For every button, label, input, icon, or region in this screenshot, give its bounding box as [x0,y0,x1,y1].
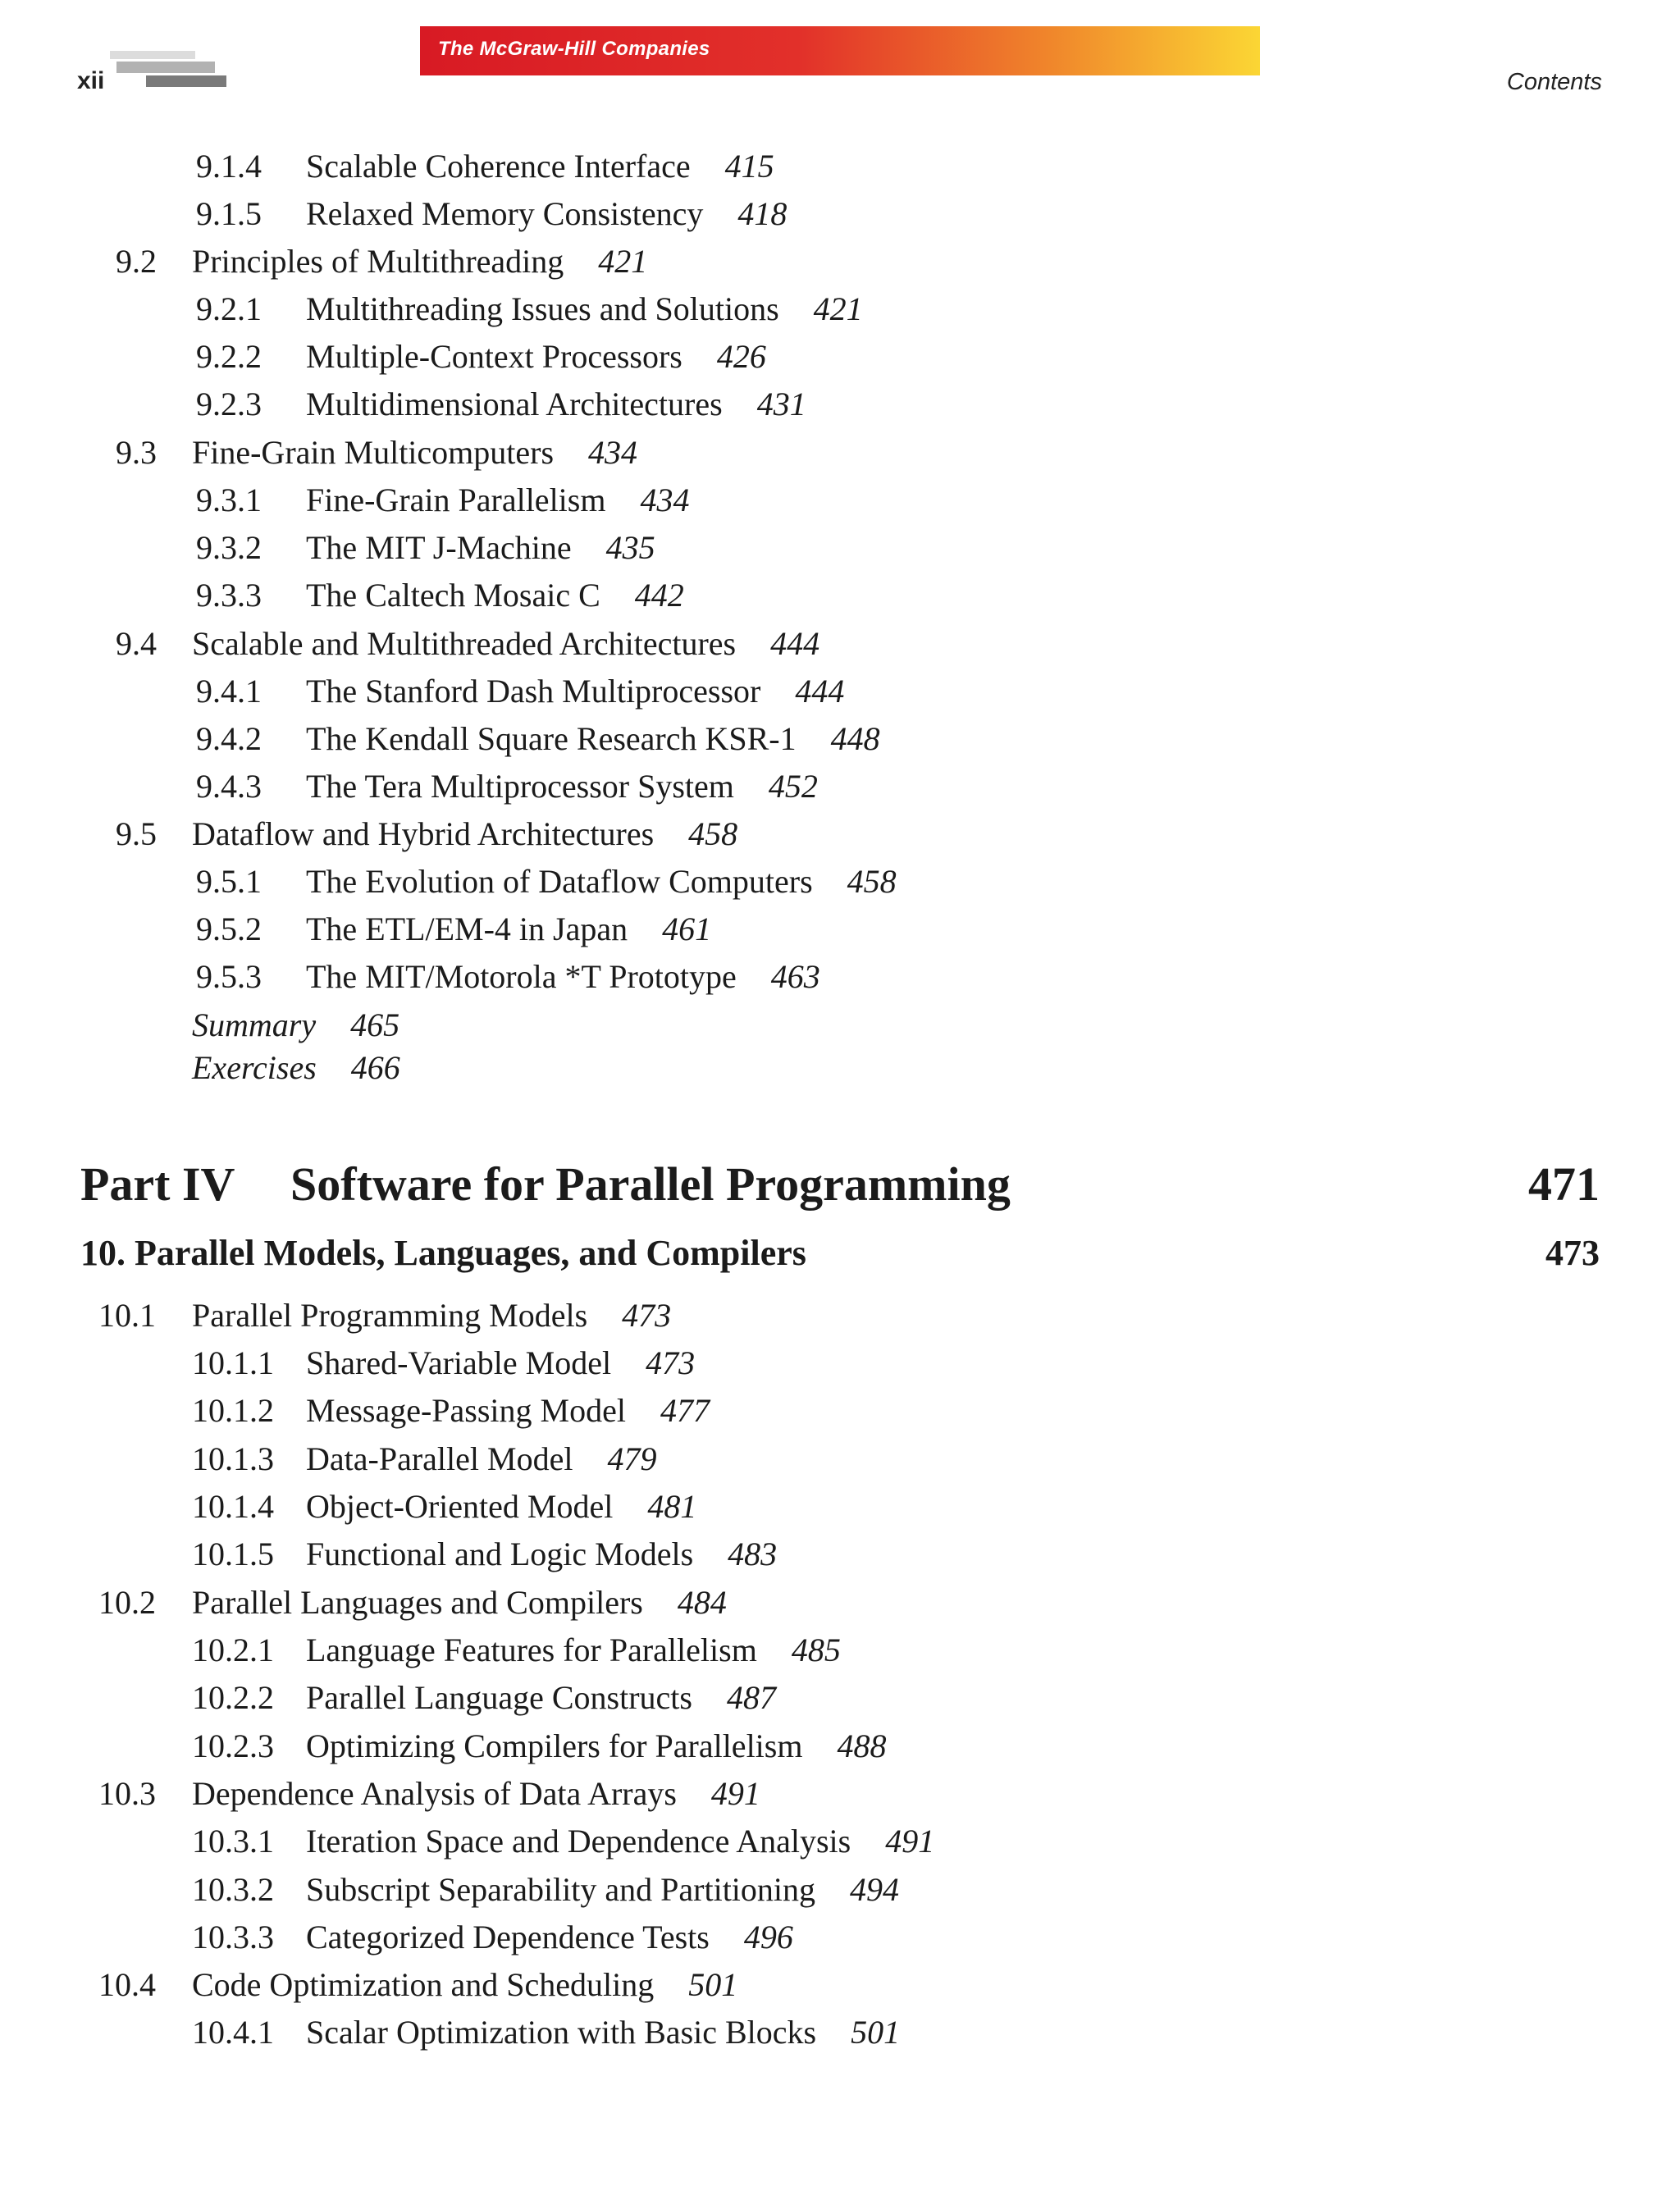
toc-entry-title: Exercises [192,1049,317,1086]
toc-entry-page: 461 [662,910,712,947]
toc-entry-page: 421 [813,290,863,327]
toc-entry-page: 481 [647,1488,697,1525]
toc-entry-title: The ETL/EM-4 in Japan [306,910,628,947]
toc-entry-title: Functional and Logic Models [306,1536,694,1572]
toc-summary-entry [192,1006,400,1043]
toc-subsection-entry [196,579,684,612]
toc-entry-number: 10.3.1 [192,1823,274,1860]
toc-entry-page: 494 [850,1871,900,1908]
toc-entry-number: 10.3 [98,1775,156,1812]
toc-entry-page: 466 [350,1049,400,1086]
chapter-page: 473 [1545,1233,1600,1273]
toc-entry-number: 10.2.2 [192,1679,274,1716]
toc-entry-number: 9.3 [116,434,157,471]
toc-entry-title: Fine-Grain Parallelism [306,481,606,518]
toc-subsection-entry [196,290,863,327]
toc-subsection-entry [192,1490,696,1523]
toc-entry-page: 501 [688,1966,738,2003]
toc-entry-page: 426 [716,338,766,375]
toc-entry-title: Parallel Language Constructs [306,1679,692,1716]
toc-entry-title: The Kendall Square Research KSR-1 [306,720,797,757]
toc-subsection-entry [196,150,774,183]
part-page: 471 [1528,1157,1600,1211]
toc-entry-title: Categorized Dependence Tests [306,1919,710,1955]
toc-entry-page: 435 [605,529,655,566]
toc-entry-page: 483 [728,1536,778,1572]
toc-entry-page: 431 [756,386,806,422]
running-header-section: Contents [1506,69,1602,95]
toc-entry-title: The Caltech Mosaic C [306,577,600,614]
toc-entry-page: 473 [622,1297,672,1334]
toc-entry-page: 415 [724,148,774,185]
toc-entry-title: Iteration Space and Dependence Analysis [306,1823,851,1860]
toc-entry-page: 452 [768,768,818,805]
part-label: Part IV [80,1157,235,1211]
toc-entry-page: 458 [688,815,738,852]
toc-subsection-entry [196,675,844,708]
toc-entry-page: 491 [710,1775,760,1812]
toc-entry-page: 487 [726,1679,776,1716]
page-number: xii [77,67,105,94]
toc-subsection-entry [192,2016,900,2049]
toc-subsection-entry [192,1631,841,1668]
toc-entry-title: Fine-Grain Multicomputers [192,434,555,471]
toc-entry-page: 501 [851,2014,901,2051]
toc-entry-title: Dataflow and Hybrid Architectures [192,815,655,852]
toc-entry-title: Code Optimization and Scheduling [192,1966,655,2003]
toc-subsection-entry [196,865,897,898]
toc-entry-page: 434 [588,434,638,471]
toc-entry-number: 10.1 [98,1297,156,1334]
part-heading [80,1157,1600,1211]
toc-entry-number: 9.2.2 [196,338,262,375]
toc-entry-number: 9.3.1 [196,481,262,518]
toc-entry-number: 9.2.1 [196,290,262,327]
toc-entry-title: Data-Parallel Model [306,1440,573,1477]
toc-entry-title: Object-Oriented Model [306,1488,614,1525]
toc-subsection-entry [192,1679,776,1716]
toc-section-entry [116,815,738,852]
toc-entry-page: 442 [634,577,684,614]
toc-entry-title: Relaxed Memory Consistency [306,195,704,232]
toc-entry-title: Summary [192,1006,317,1043]
toc-subsection-entry [192,1873,899,1906]
toc-entry-page: 465 [350,1006,400,1043]
toc-entry-page: 458 [847,863,897,900]
toc-entry-number: 10.1.3 [192,1440,274,1477]
toc-entry-title: The Stanford Dash Multiprocessor [306,673,761,710]
publisher-logo-text: The McGraw-Hill Companies [438,38,710,60]
toc-section-entry [116,627,819,660]
toc-subsection-entry [196,388,806,421]
toc-entry-number: 10.1.2 [192,1392,274,1429]
toc-entry-number: 9.5.3 [196,958,262,995]
header-tab-graphic [110,51,233,89]
toc-section-entry [98,1586,727,1619]
toc-section-entry [98,1777,760,1810]
toc-entry-number: 9.1.4 [196,148,262,185]
toc-entry-number: 9.3.2 [196,529,262,566]
toc-subsection-entry [196,910,712,947]
chapter-title: 10. Parallel Models, Languages, and Compilers [80,1233,806,1273]
toc-subsection-entry [192,1921,793,1954]
toc-entry-number: 9.4.1 [196,673,262,710]
toc-entry-title: The MIT/Motorola *T Prototype [306,958,737,995]
toc-entry-page: 434 [640,481,690,518]
toc-entry-page: 488 [837,1727,887,1764]
toc-subsection-entry [192,1440,657,1477]
toc-entry-page: 421 [598,243,648,280]
toc-entry-page: 448 [830,720,880,757]
toc-entry-page: 479 [607,1440,657,1477]
toc-entry-number: 9.4 [116,625,157,662]
toc-entry-number: 10.1.5 [192,1536,274,1572]
toc-entry-number: 9.5.2 [196,910,262,947]
toc-entry-number: 10.2.3 [192,1727,274,1764]
toc-entry-page: 463 [770,958,820,995]
toc-entry-title: Optimizing Compilers for Parallelism [306,1727,803,1764]
toc-section-entry [98,1299,671,1332]
toc-entry-page: 444 [770,625,820,662]
toc-entry-title: Multithreading Issues and Solutions [306,290,779,327]
toc-entry-number: 9.3.3 [196,577,262,614]
toc-entry-title: Message-Passing Model [306,1392,626,1429]
toc-entry-title: Scalable Coherence Interface [306,148,691,185]
toc-entry-page: 491 [885,1823,935,1860]
toc-subsection-entry [196,770,818,803]
toc-entry-title: Multiple-Context Processors [306,338,682,375]
toc-entry-number: 10.3.2 [192,1871,274,1908]
toc-entry-number: 10.2 [98,1584,156,1621]
part-title: Software for Parallel Programming [290,1157,1011,1211]
toc-entry-page: 473 [646,1344,696,1381]
toc-entry-number: 9.5 [116,815,157,852]
toc-subsection-entry [192,1727,887,1764]
toc-entry-number: 9.2.3 [196,386,262,422]
toc-entry-number: 10.1.1 [192,1344,274,1381]
toc-exercises-entry [192,1049,400,1086]
toc-entry-number: 10.1.4 [192,1488,274,1525]
toc-entry-title: Shared-Variable Model [306,1344,612,1381]
toc-entry-title: Scalar Optimization with Basic Blocks [306,2014,817,2051]
toc-subsection-entry [196,720,880,757]
toc-entry-number: 9.4.2 [196,720,262,757]
toc-entry-title: The MIT J-Machine [306,529,572,566]
chapter-heading [80,1235,1600,1271]
publisher-banner [420,26,1260,75]
toc-entry-title: Language Features for Parallelism [306,1631,757,1668]
toc-subsection-entry [196,529,655,566]
toc-entry-number: 9.4.3 [196,768,262,805]
toc-section-entry [116,436,637,469]
toc-entry-title: Scalable and Multithreaded Architectures [192,625,737,662]
toc-subsection-entry [196,958,820,995]
toc-entry-number: 10.2.1 [192,1631,274,1668]
toc-entry-title: Principles of Multithreading [192,243,564,280]
toc-entry-page: 444 [795,673,845,710]
toc-entry-page: 477 [660,1392,710,1429]
toc-entry-number: 10.4.1 [192,2014,274,2051]
toc-entry-page: 496 [743,1919,793,1955]
toc-section-entry [98,1966,738,2003]
toc-subsection-entry [192,1825,934,1858]
toc-subsection-entry [192,1538,777,1571]
toc-subsection-entry [192,1344,696,1381]
toc-subsection-entry [196,340,766,373]
toc-subsection-entry [196,195,788,232]
toc-entry-page: 485 [791,1631,841,1668]
toc-entry-title: Dependence Analysis of Data Arrays [192,1775,677,1812]
toc-entry-number: 9.1.5 [196,195,262,232]
toc-entry-page: 418 [737,195,788,232]
toc-entry-title: Subscript Separability and Partitioning [306,1871,816,1908]
toc-entry-title: The Evolution of Dataflow Computers [306,863,813,900]
toc-entry-number: 9.5.1 [196,863,262,900]
toc-entry-title: Parallel Languages and Compilers [192,1584,643,1621]
toc-subsection-entry [196,481,690,518]
toc-entry-page: 484 [677,1584,727,1621]
toc-entry-number: 10.3.3 [192,1919,274,1955]
toc-section-entry [116,245,647,278]
toc-entry-title: Parallel Programming Models [192,1297,588,1334]
toc-entry-title: The Tera Multiprocessor System [306,768,734,805]
toc-subsection-entry [192,1394,710,1427]
toc-entry-title: Multidimensional Architectures [306,386,723,422]
toc-entry-number: 10.4 [98,1966,156,2003]
toc-entry-number: 9.2 [116,243,157,280]
